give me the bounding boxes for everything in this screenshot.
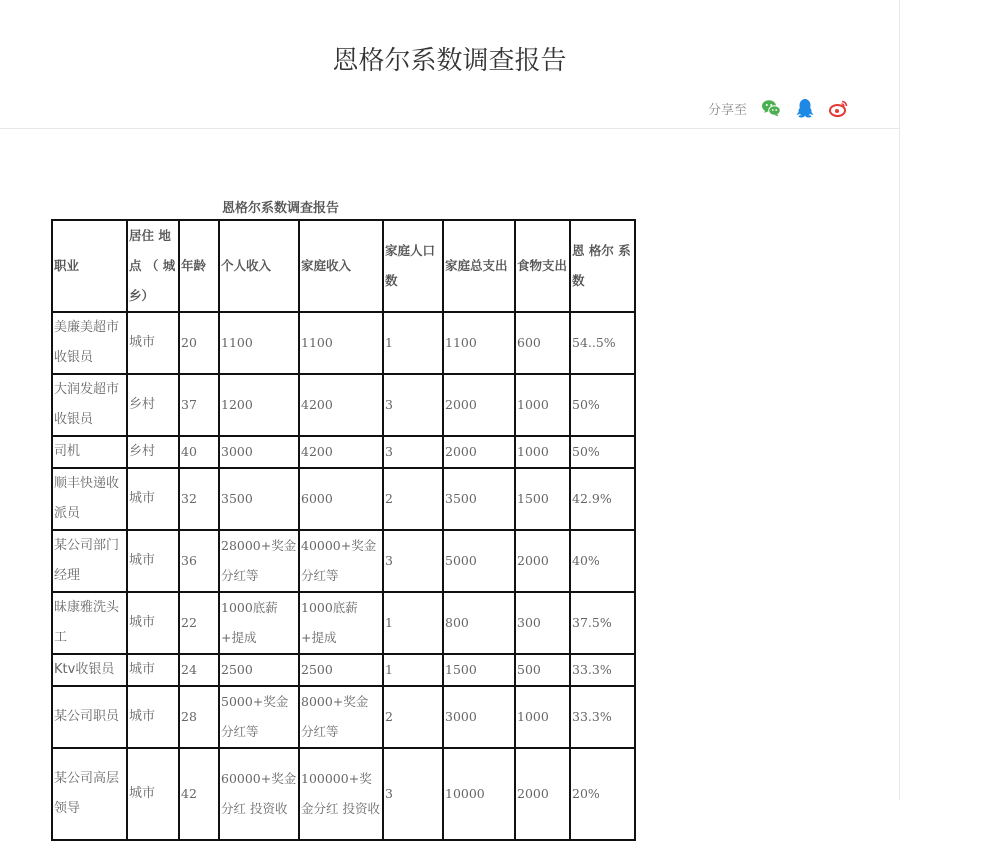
table-cell: 5000+奖金分红等 xyxy=(219,686,299,748)
table-cell: 50% xyxy=(570,374,635,436)
column-header: 职业 xyxy=(52,220,127,312)
table-cell: 某公司职员 xyxy=(52,686,127,748)
table-cell: 2500 xyxy=(219,654,299,686)
table-cell: 1100 xyxy=(299,312,383,374)
table-cell: 1000 xyxy=(515,686,570,748)
table-cell: 40000+奖金分红等 xyxy=(299,530,383,592)
table-row xyxy=(52,436,635,468)
table-cell: 2000 xyxy=(443,436,515,468)
table-cell: 300 xyxy=(515,592,570,654)
table-cell: 乡村 xyxy=(127,374,179,436)
table-cell: 40 xyxy=(179,436,219,468)
table-cell: 60000+奖金分红 投资收 xyxy=(219,748,299,840)
table-cell: 3 xyxy=(383,530,443,592)
table-cell: 4200 xyxy=(299,374,383,436)
article-header xyxy=(0,0,899,129)
table-row xyxy=(52,530,635,592)
survey-table xyxy=(51,219,636,841)
table-row xyxy=(52,312,635,374)
table-cell: 50% xyxy=(570,436,635,468)
table-cell: 乡村 xyxy=(127,436,179,468)
qq-icon[interactable] xyxy=(795,98,815,118)
column-header: 家庭总支出 xyxy=(443,220,515,312)
table-cell: 500 xyxy=(515,654,570,686)
wechat-icon[interactable] xyxy=(761,98,781,118)
column-header: 家庭人口数 xyxy=(383,220,443,312)
table-cell: 4200 xyxy=(299,436,383,468)
column-header: 食物支出 xyxy=(515,220,570,312)
table-header-row xyxy=(52,220,635,312)
table-cell: 1 xyxy=(383,592,443,654)
table-cell: 大润发超市收银员 xyxy=(52,374,127,436)
table-cell: 城市 xyxy=(127,468,179,530)
table-cell: 3000 xyxy=(443,686,515,748)
table-cell: 5000 xyxy=(443,530,515,592)
table-cell: 2000 xyxy=(515,530,570,592)
document-title: 恩格尔系数调查报告 xyxy=(222,201,340,216)
table-cell: 城市 xyxy=(127,312,179,374)
table-cell: 1100 xyxy=(443,312,515,374)
table-cell: 20 xyxy=(179,312,219,374)
table-row xyxy=(52,592,635,654)
table-cell: 33.3% xyxy=(570,686,635,748)
table-cell: 2000 xyxy=(443,374,515,436)
table-row xyxy=(52,748,635,840)
table-cell: 37 xyxy=(179,374,219,436)
table-cell: 3 xyxy=(383,436,443,468)
table-cell: 2 xyxy=(383,686,443,748)
table-cell: 42 xyxy=(179,748,219,840)
table-cell: 1 xyxy=(383,654,443,686)
table-cell: 1000 xyxy=(515,374,570,436)
table-cell: 36 xyxy=(179,530,219,592)
share-label: 分享至 xyxy=(707,102,747,118)
table-cell: 顺丰快递收派员 xyxy=(52,468,127,530)
table-cell: 40% xyxy=(570,530,635,592)
table-cell: 城市 xyxy=(127,686,179,748)
weibo-icon[interactable] xyxy=(829,98,849,118)
table-row xyxy=(52,468,635,530)
table-cell: 某公司高层领导 xyxy=(52,748,127,840)
table-row xyxy=(52,374,635,436)
table-cell: 城市 xyxy=(127,654,179,686)
table-cell: 美廉美超市收银员 xyxy=(52,312,127,374)
share-bar xyxy=(708,98,849,118)
table-cell: 城市 xyxy=(127,748,179,840)
table-cell: 32 xyxy=(179,468,219,530)
column-header: 家庭收入 xyxy=(299,220,383,312)
table-cell: 城市 xyxy=(127,592,179,654)
table-cell: 20% xyxy=(570,748,635,840)
column-header: 年龄 xyxy=(179,220,219,312)
table-cell: 2000 xyxy=(515,748,570,840)
table-cell: 1000 xyxy=(515,436,570,468)
table-cell: 33.3% xyxy=(570,654,635,686)
table-cell: 100000+奖金分红 投资收 xyxy=(299,748,383,840)
table-cell: 3000 xyxy=(219,436,299,468)
column-header: 个人收入 xyxy=(219,220,299,312)
column-header: 恩 格尔 系数 xyxy=(570,220,635,312)
table-cell: 6000 xyxy=(299,468,383,530)
table-cell: 10000 xyxy=(443,748,515,840)
table-cell: 城市 xyxy=(127,530,179,592)
table-cell: 1000底薪 +提成 xyxy=(299,592,383,654)
table-cell: 24 xyxy=(179,654,219,686)
table-cell: 28000+奖金分红等 xyxy=(219,530,299,592)
table-cell: 22 xyxy=(179,592,219,654)
table-cell: 3 xyxy=(383,374,443,436)
table-cell: 1 xyxy=(383,312,443,374)
table-cell: 1500 xyxy=(443,654,515,686)
table-row xyxy=(52,654,635,686)
table-cell: 42.9% xyxy=(570,468,635,530)
table-cell: 2 xyxy=(383,468,443,530)
table-cell: 昧康雅洗头工 xyxy=(52,592,127,654)
article-content xyxy=(0,129,899,816)
table-cell: 2500 xyxy=(299,654,383,686)
table-cell: 600 xyxy=(515,312,570,374)
table-cell: 某公司部门经理 xyxy=(52,530,127,592)
table-cell: 司机 xyxy=(52,436,127,468)
table-cell: 800 xyxy=(443,592,515,654)
table-cell: 3500 xyxy=(443,468,515,530)
table-cell: 54..5% xyxy=(570,312,635,374)
table-cell: 1500 xyxy=(515,468,570,530)
page-title: 恩格尔系数调查报告 xyxy=(332,46,567,76)
table-cell: 1000底薪+提成 xyxy=(219,592,299,654)
table-cell: 37.5% xyxy=(570,592,635,654)
table-cell: 3 xyxy=(383,748,443,840)
table-cell: Ktv收银员 xyxy=(52,654,127,686)
table-cell: 28 xyxy=(179,686,219,748)
table-cell: 1100 xyxy=(219,312,299,374)
table-row xyxy=(52,686,635,748)
table-cell: 1200 xyxy=(219,374,299,436)
table-cell: 3500 xyxy=(219,468,299,530)
column-header: 居住 地点 （ 城乡） xyxy=(127,220,179,312)
table-cell: 8000+奖金 分红等 xyxy=(299,686,383,748)
